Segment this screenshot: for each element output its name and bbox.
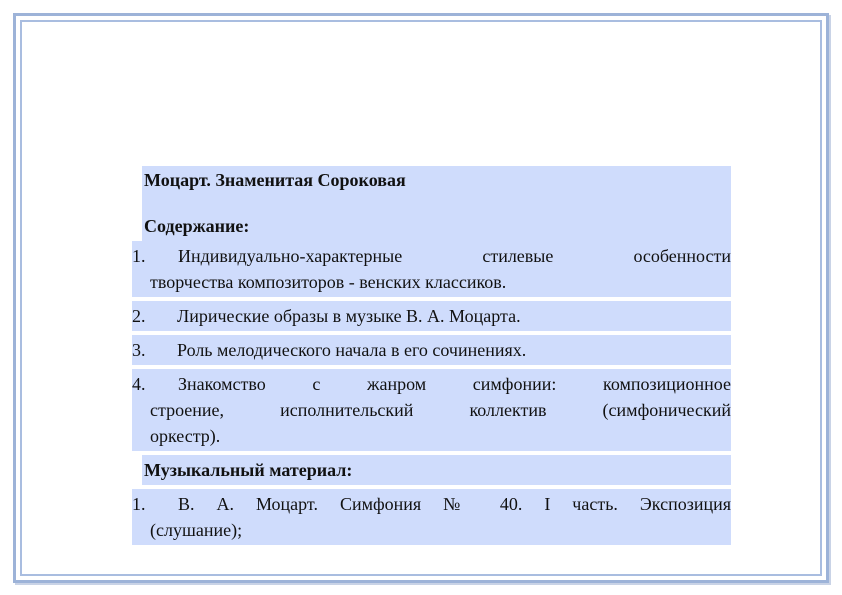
material-heading	[142, 455, 731, 485]
content-heading	[142, 207, 731, 241]
item-text-line: оркестр).	[150, 426, 221, 446]
item-text-line: творчества композиторов - венских классиков.	[150, 272, 507, 292]
item-number: 1.	[132, 494, 146, 514]
material-item-1	[132, 489, 731, 545]
content-heading-text: Содержание:	[144, 216, 250, 236]
item-text-line: (слушание);	[150, 520, 243, 540]
slide-content	[132, 166, 731, 545]
content-item-3	[132, 335, 731, 365]
item-number: 3.	[132, 340, 146, 360]
content-item-1	[132, 241, 731, 297]
material-heading-text: Музыкальный материал:	[144, 460, 353, 480]
item-text-line: Роль мелодического начала в его сочинениях.	[177, 340, 527, 360]
content-item-2	[132, 301, 731, 331]
item-text-line: Лирические образы в музыке В. А. Моцарта.	[177, 306, 521, 326]
slide-title-text: Моцарт. Знаменитая Сороковая	[144, 170, 406, 190]
item-text-line: В. А. Моцарт. Симфония № 40. I часть. Экспозиция	[178, 494, 731, 514]
content-item-4	[132, 369, 731, 451]
item-number: 4.	[132, 374, 146, 394]
item-text-line: Знакомство с жанром симфонии: композиционное	[178, 374, 731, 394]
item-text-line: строение, исполнительский коллектив (симфонический	[150, 400, 731, 420]
item-text-line: Индивидуально-характерные стилевые особенности	[178, 246, 731, 266]
item-number: 1.	[132, 246, 146, 266]
item-number: 2.	[132, 306, 146, 326]
slide-title	[142, 166, 731, 207]
